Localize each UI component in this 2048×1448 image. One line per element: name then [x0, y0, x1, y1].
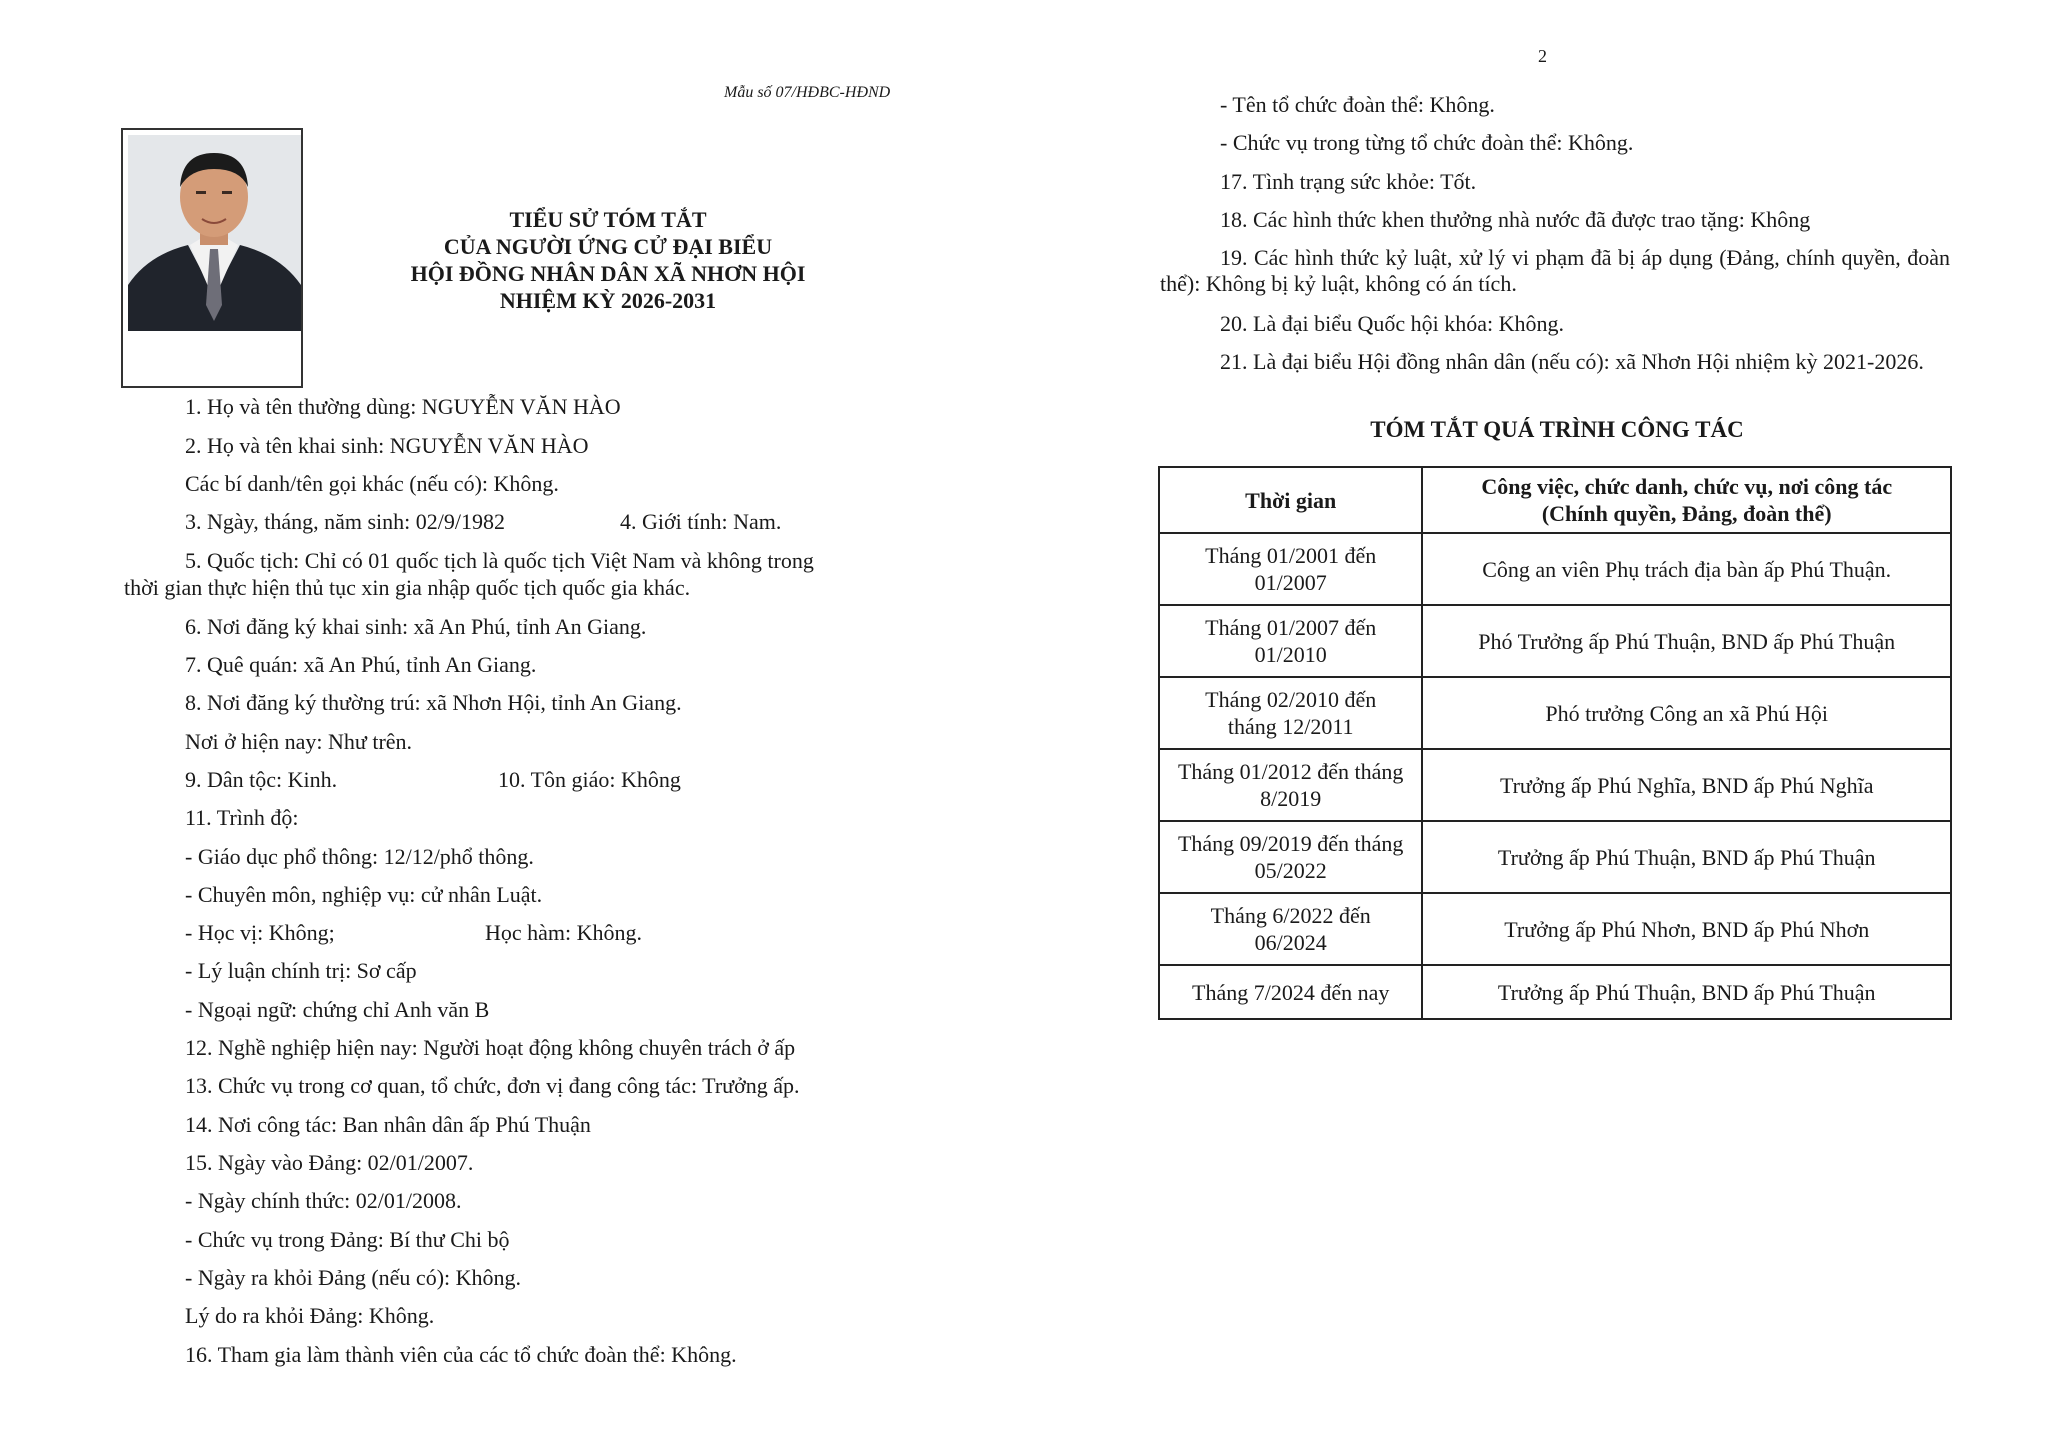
job-cell: Công an viên Phụ trách địa bàn ấp Phú Thuận. [1422, 533, 1951, 605]
header-job-line-1: Công việc, chức danh, chức vụ, nơi công tác [1481, 474, 1893, 499]
item-5-nationality-line-1: 5. Quốc tịch: Chỉ có 01 quốc tịch là quốc tịch Việt Nam và không trong [185, 548, 814, 573]
time-line-1: Tháng 6/2022 đến [1210, 903, 1371, 928]
organization-name: - Tên tổ chức đoàn thể: Không. [1220, 92, 1495, 117]
political-theory: - Lý luận chính trị: Sơ cấp [185, 958, 417, 983]
item-3-birth-date: 3. Ngày, tháng, năm sinh: 02/9/1982 [185, 509, 505, 534]
item-7-hometown: 7. Quê quán: xã An Phú, tỉnh An Giang. [185, 652, 537, 677]
time-cell [1159, 677, 1422, 749]
table-row [1159, 605, 1951, 677]
job-cell: Trưởng ấp Phú Thuận, BND ấp Phú Thuận [1422, 821, 1951, 893]
header-time: Thời gian [1159, 467, 1422, 533]
item-13-position: 13. Chức vụ trong cơ quan, tổ chức, đơn vị đang công tác: Trưởng ấp. [185, 1073, 800, 1098]
time-line-2: tháng 12/2011 [1227, 714, 1354, 739]
time-cell [1159, 893, 1422, 965]
time-cell [1159, 605, 1422, 677]
time-line-1: Tháng 7/2024 đến nay [1192, 979, 1390, 1005]
table-row [1159, 821, 1951, 893]
time-line-2: 8/2019 [1260, 786, 1322, 811]
party-leave-date: - Ngày ra khỏi Đảng (nếu có): Không. [185, 1265, 522, 1290]
title-line-4: NHIỆM KỲ 2026-2031 [499, 288, 717, 313]
specialty: - Chuyên môn, nghiệp vụ: cử nhân Luật. [185, 882, 543, 907]
time-line-2: 01/2010 [1254, 642, 1327, 667]
time-line-1: Tháng 01/2007 đến [1205, 615, 1377, 640]
page-number: 2 [1538, 46, 1547, 66]
candidate-photo [128, 135, 301, 331]
job-cell: Trưởng ấp Phú Nhơn, BND ấp Phú Nhơn [1422, 893, 1951, 965]
item-6-birth-registration: 6. Nơi đăng ký khai sinh: xã An Phú, tỉnh An Giang. [185, 614, 647, 639]
item-17-health: 17. Tình trạng sức khỏe: Tốt. [1220, 169, 1477, 194]
party-leave-reason: Lý do ra khỏi Đảng: Không. [185, 1303, 435, 1328]
aliases: Các bí danh/tên gọi khác (nếu có): Không. [185, 471, 559, 496]
job-cell: Trưởng ấp Phú Thuận, BND ấp Phú Thuận [1422, 965, 1951, 1019]
item-10-religion: 10. Tôn giáo: Không [498, 767, 681, 792]
candidate-photo-frame [121, 128, 303, 388]
time-line-2: 06/2024 [1254, 930, 1327, 955]
table-row [1159, 533, 1951, 605]
item-21-peoples-council: 21. Là đại biểu Hội đồng nhân dân (nếu có): xã Nhơn Hội nhiệm kỳ 2021-2026. [1220, 349, 1924, 374]
item-8-permanent-residence: 8. Nơi đăng ký thường trú: xã Nhơn Hội, tỉnh An Giang. [185, 690, 682, 715]
time-line-1: Tháng 01/2012 đến tháng [1177, 759, 1404, 784]
title-line-3: HỘI ĐỒNG NHÂN DÂN XÃ NHƠN HỘI [410, 261, 806, 286]
time-cell [1159, 533, 1422, 605]
time-line-1: Tháng 02/2010 đến [1205, 687, 1377, 712]
table-row [1159, 749, 1951, 821]
time-cell [1159, 749, 1422, 821]
table-row [1159, 965, 1951, 1019]
item-5-nationality-line-2: thời gian thực hiện thủ tục xin gia nhập quốc tịch quốc gia khác. [124, 575, 691, 600]
item-16-organizations: 16. Tham gia làm thành viên của các tổ chức đoàn thể: Không. [185, 1342, 737, 1367]
header-job [1422, 467, 1951, 533]
foreign-language: - Ngoại ngữ: chứng chỉ Anh văn B [185, 997, 490, 1022]
table-row [1159, 893, 1951, 965]
time-cell [1159, 965, 1422, 1019]
job-cell: Phó Trưởng ấp Phú Thuận, BND ấp Phú Thuận [1422, 605, 1951, 677]
item-15-party-join-date: 15. Ngày vào Đảng: 02/01/2007. [185, 1150, 474, 1175]
item-14-workplace: 14. Nơi công tác: Ban nhân dân ấp Phú Thuận [185, 1112, 591, 1137]
time-line-1: Tháng 09/2019 đến tháng [1177, 831, 1404, 856]
time-line-2: 01/2007 [1254, 570, 1327, 595]
academic-title: Học hàm: Không. [485, 920, 643, 945]
form-code: Mẫu số 07/HĐBC-HĐND [724, 84, 891, 101]
organization-position: - Chức vụ trong từng tổ chức đoàn thể: Không. [1220, 130, 1634, 155]
item-12-occupation: 12. Nghề nghiệp hiện nay: Người hoạt động không chuyên trách ở ấp [185, 1035, 796, 1060]
item-18-awards: 18. Các hình thức khen thưởng nhà nước đã được trao tặng: Không [1220, 207, 1811, 232]
time-line-1: Tháng 01/2001 đến [1205, 543, 1377, 568]
item-20-national-assembly: 20. Là đại biểu Quốc hội khóa: Không. [1220, 311, 1564, 336]
party-position: - Chức vụ trong Đảng: Bí thư Chi bộ [185, 1227, 510, 1252]
time-line-2: 05/2022 [1254, 858, 1327, 883]
table-header-row [1159, 467, 1951, 533]
general-education: - Giáo dục phổ thông: 12/12/phổ thông. [185, 844, 534, 869]
job-cell: Phó trưởng Công an xã Phú Hội [1422, 677, 1951, 749]
item-2-birth-name: 2. Họ và tên khai sinh: NGUYỄN VĂN HÀO [185, 433, 589, 458]
item-19-discipline: 19. Các hình thức kỷ luật, xử lý vi phạm đã bị áp dụng (Đảng, chính quyền, đoàn thể): Không bị kỷ luật, không có án tích. [1160, 245, 1950, 296]
candidate-portrait-image [128, 135, 301, 331]
item-9-ethnicity: 9. Dân tộc: Kinh. [185, 767, 338, 792]
item-1-common-name: 1. Họ và tên thường dùng: NGUYỄN VĂN HÀO [185, 394, 621, 419]
job-cell: Trưởng ấp Phú Nghĩa, BND ấp Phú Nghĩa [1422, 749, 1951, 821]
title-line-1: TIỂU SỬ TÓM TẮT [509, 207, 707, 232]
item-4-gender: 4. Giới tính: Nam. [620, 509, 782, 534]
academic-degree: - Học vị: Không; [185, 920, 335, 945]
work-history-table [1158, 466, 1952, 1020]
table-row [1159, 677, 1951, 749]
work-history-title: TÓM TẮT QUÁ TRÌNH CÔNG TÁC [1370, 417, 1744, 442]
time-cell [1159, 821, 1422, 893]
title-line-2: CỦA NGƯỜI ỨNG CỬ ĐẠI BIỂU [443, 234, 773, 259]
current-residence: Nơi ở hiện nay: Như trên. [185, 729, 413, 754]
party-official-date: - Ngày chính thức: 02/01/2008. [185, 1188, 462, 1213]
document-title [348, 206, 868, 314]
header-job-line-2: (Chính quyền, Đảng, đoàn thể) [1541, 501, 1832, 526]
item-11-qualifications: 11. Trình độ: [185, 805, 299, 830]
